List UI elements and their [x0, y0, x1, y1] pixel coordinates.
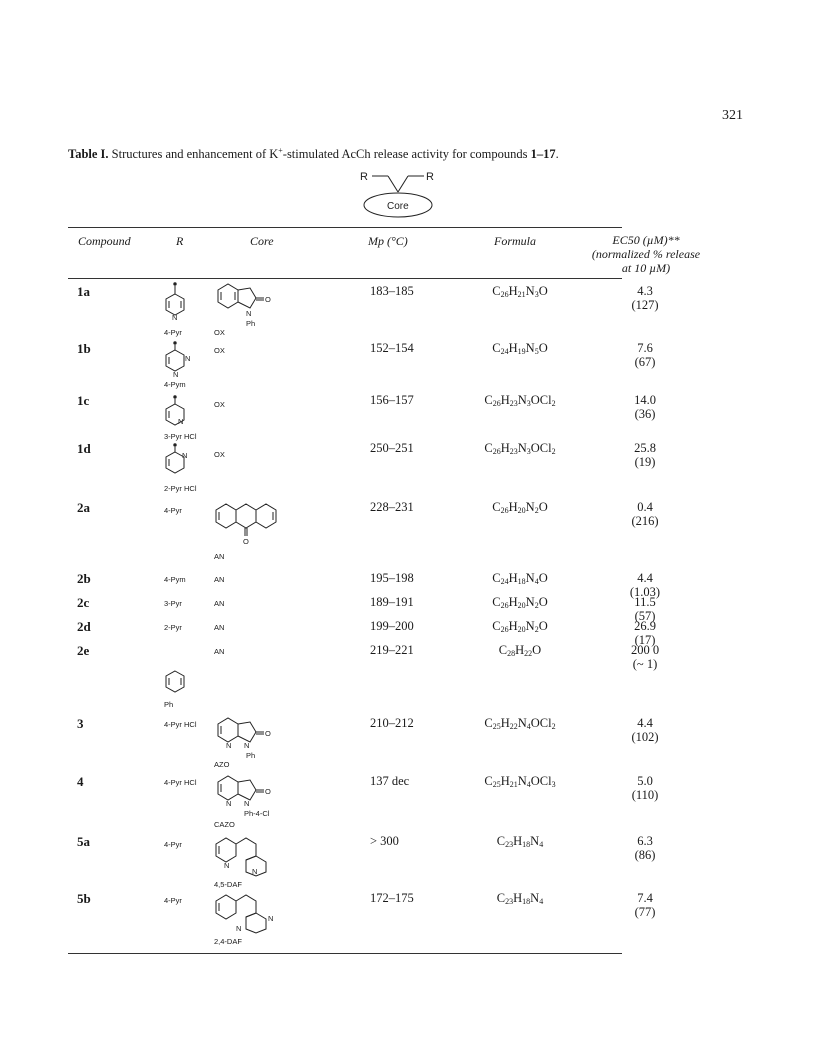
svg-text:Ph-4-Cl: Ph-4-Cl	[244, 809, 270, 818]
diazafluorene-24-structure	[214, 891, 278, 935]
r-left-label: R	[360, 171, 368, 183]
svg-text:Ph: Ph	[246, 319, 256, 328]
release-value: (86)	[634, 848, 656, 862]
r-label: 4-Pyr HCl	[164, 720, 197, 729]
header-formula: Formula	[494, 234, 536, 248]
svg-text:N: N	[252, 867, 258, 876]
melting-point: 152–154	[370, 341, 414, 355]
melting-point: 219–221	[370, 643, 414, 657]
release-value: (57)	[634, 609, 656, 623]
formula: $C_{24}H_{19}N_5O$	[492, 341, 548, 356]
r-label: 4-Pym	[164, 575, 186, 584]
r-label: 2-Pyr	[164, 623, 182, 632]
svg-text:N: N	[268, 914, 274, 923]
core-label: 4,5-DAF	[214, 880, 242, 889]
phenyl-structure	[165, 669, 195, 699]
core-diagram	[360, 168, 460, 220]
ec50-value: 5.0	[637, 774, 653, 788]
svg-text:N: N	[172, 313, 178, 322]
core-label: CAZO	[214, 820, 235, 829]
table-caption: Table I. Structures and enhancement of K+-stimulated AcCh release activity for compounds 1–17.	[68, 146, 559, 162]
melting-point: 210–212	[370, 716, 414, 730]
azaoxindole-structure	[214, 716, 274, 764]
svg-text:N: N	[236, 924, 242, 933]
melting-point: 195–198	[370, 571, 414, 585]
release-value: (17)	[634, 633, 656, 647]
formula: $C_{26}H_{20}N_2O$	[492, 595, 548, 610]
ec50-value: 0.4	[637, 500, 653, 514]
r-label: 3-Pyr	[164, 599, 182, 608]
core-label: Core	[387, 201, 409, 212]
oxindole-structure	[214, 282, 274, 332]
svg-text:N: N	[246, 309, 252, 318]
svg-text:O: O	[265, 787, 271, 796]
pyridine-3-structure	[165, 395, 195, 430]
melting-point: > 300	[370, 834, 399, 848]
core-label: AN	[214, 575, 225, 584]
compound-id: 4	[77, 774, 84, 789]
release-value: (19)	[634, 455, 656, 469]
formula: $C_{26}H_{23}N_3OCl_2$	[484, 441, 556, 456]
melting-point: 137 dec	[370, 774, 410, 788]
melting-point: 156–157	[370, 393, 414, 407]
header-compound: Compound	[78, 234, 131, 248]
melting-point: 183–185	[370, 284, 414, 298]
formula: $C_{26}H_{23}N_3OCl_2$	[484, 393, 556, 408]
release-value: (216)	[631, 514, 659, 528]
pyridine-4-structure	[165, 282, 195, 327]
header-ec50: EC50 (µM)** (normalized % release at 10 µM)	[591, 233, 701, 275]
svg-text:N: N	[182, 451, 188, 460]
header-mp: Mp (°C)	[368, 234, 408, 248]
svg-text:Ph: Ph	[246, 751, 256, 760]
formula: $C_{26}H_{21}N_3O$	[492, 284, 548, 299]
ec50-value: 4.4	[637, 716, 653, 730]
page-number: 321	[722, 108, 743, 123]
r-label: 4-Pyr	[164, 506, 182, 515]
melting-point: 250–251	[370, 441, 414, 455]
r-label: 2-Pyr HCl	[164, 484, 197, 493]
r-label: 4-Pyr	[164, 840, 182, 849]
ec50-value: 14.0	[634, 393, 656, 407]
svg-text:N: N	[244, 741, 250, 750]
r-right-label: R	[426, 171, 434, 183]
anthrone-structure	[214, 500, 286, 550]
ec50-value: 7.6	[637, 341, 653, 355]
compound-id: 5a	[77, 834, 90, 849]
core-label: OX	[214, 328, 225, 337]
melting-point: 189–191	[370, 595, 414, 609]
compound-id: 5b	[77, 891, 91, 906]
ec50-value: 7.4	[637, 891, 653, 905]
compound-id: 1c	[77, 393, 90, 408]
r-label: 4-Pyr	[164, 896, 182, 905]
compound-id: 1a	[77, 284, 90, 299]
ec50-value: 11.5	[634, 595, 656, 609]
ec50-value: 4.3	[637, 284, 653, 298]
header-r: R	[176, 234, 184, 248]
core-label: OX	[214, 400, 225, 409]
release-value: (1.03)	[629, 585, 661, 599]
compound-id: 2e	[77, 643, 90, 658]
release-value: (77)	[634, 905, 656, 919]
melting-point: 172–175	[370, 891, 414, 905]
svg-text:N: N	[226, 799, 232, 808]
svg-text:N: N	[244, 799, 250, 808]
compound-id: 2c	[77, 595, 90, 610]
core-label: AN	[214, 552, 225, 561]
release-value: (36)	[634, 407, 656, 421]
r-label: 4-Pym	[164, 380, 186, 389]
svg-text:N: N	[226, 741, 232, 750]
melting-point: 199–200	[370, 619, 414, 633]
svg-text:N: N	[185, 354, 191, 363]
r-label: 4-Pyr	[164, 328, 182, 337]
pyridine-2-structure	[165, 443, 195, 478]
release-value: (67)	[634, 355, 656, 369]
core-label: 2,4-DAF	[214, 937, 242, 946]
r-label: 4-Pyr HCl	[164, 778, 197, 787]
r-label: 3-Pyr HCl	[164, 432, 197, 441]
svg-text:O: O	[243, 537, 249, 546]
core-label: AN	[214, 599, 225, 608]
ec50-value: 26.9	[634, 619, 656, 633]
svg-text:O: O	[265, 295, 271, 304]
bottom-rule	[68, 953, 622, 954]
compound-id: 2b	[77, 571, 91, 586]
pyrimidine-structure	[165, 341, 195, 381]
core-label: AN	[214, 623, 225, 632]
formula: $C_{26}H_{20}N_2O$	[492, 500, 548, 515]
svg-text:N: N	[173, 370, 179, 379]
compound-id: 3	[77, 716, 84, 731]
melting-point: 228–231	[370, 500, 414, 514]
ec50-value: 25.8	[634, 441, 656, 455]
formula: $C_{23}H_{18}N_4$	[496, 891, 544, 906]
formula: $C_{25}H_{21}N_4OCl_3$	[484, 774, 556, 789]
release-value: (~ 1)	[632, 657, 658, 671]
core-label: AZO	[214, 760, 230, 769]
formula: $C_{26}H_{20}N_2O$	[492, 619, 548, 634]
top-rule	[68, 227, 622, 228]
formula: $C_{25}H_{22}N_4OCl_2$	[484, 716, 556, 731]
compound-id: 1b	[77, 341, 91, 356]
svg-text:N: N	[224, 861, 230, 870]
header-core: Core	[250, 234, 274, 248]
r-label: Ph	[164, 700, 174, 709]
core-label: OX	[214, 450, 225, 459]
core-label: OX	[214, 346, 225, 355]
formula: $C_{24}H_{18}N_4O$	[492, 571, 548, 586]
formula: $C_{28}H_{22}O$	[498, 643, 542, 658]
svg-text:O: O	[265, 729, 271, 738]
ec50-value: 200 0	[630, 643, 660, 657]
ec50-value: 4.4	[637, 571, 653, 585]
compound-id: 1d	[77, 441, 91, 456]
compound-id: 2a	[77, 500, 90, 515]
release-value: (110)	[631, 788, 659, 802]
release-value: (102)	[631, 730, 659, 744]
chloro-azaoxindole-structure	[214, 774, 278, 822]
core-label: AN	[214, 647, 225, 656]
svg-text:N: N	[178, 417, 184, 426]
compound-id: 2d	[77, 619, 91, 634]
ec50-value: 6.3	[637, 834, 653, 848]
diazafluorene-45-structure	[214, 834, 278, 876]
header-rule	[68, 278, 622, 279]
release-value: (127)	[631, 298, 659, 312]
formula: $C_{23}H_{18}N_4$	[496, 834, 544, 849]
